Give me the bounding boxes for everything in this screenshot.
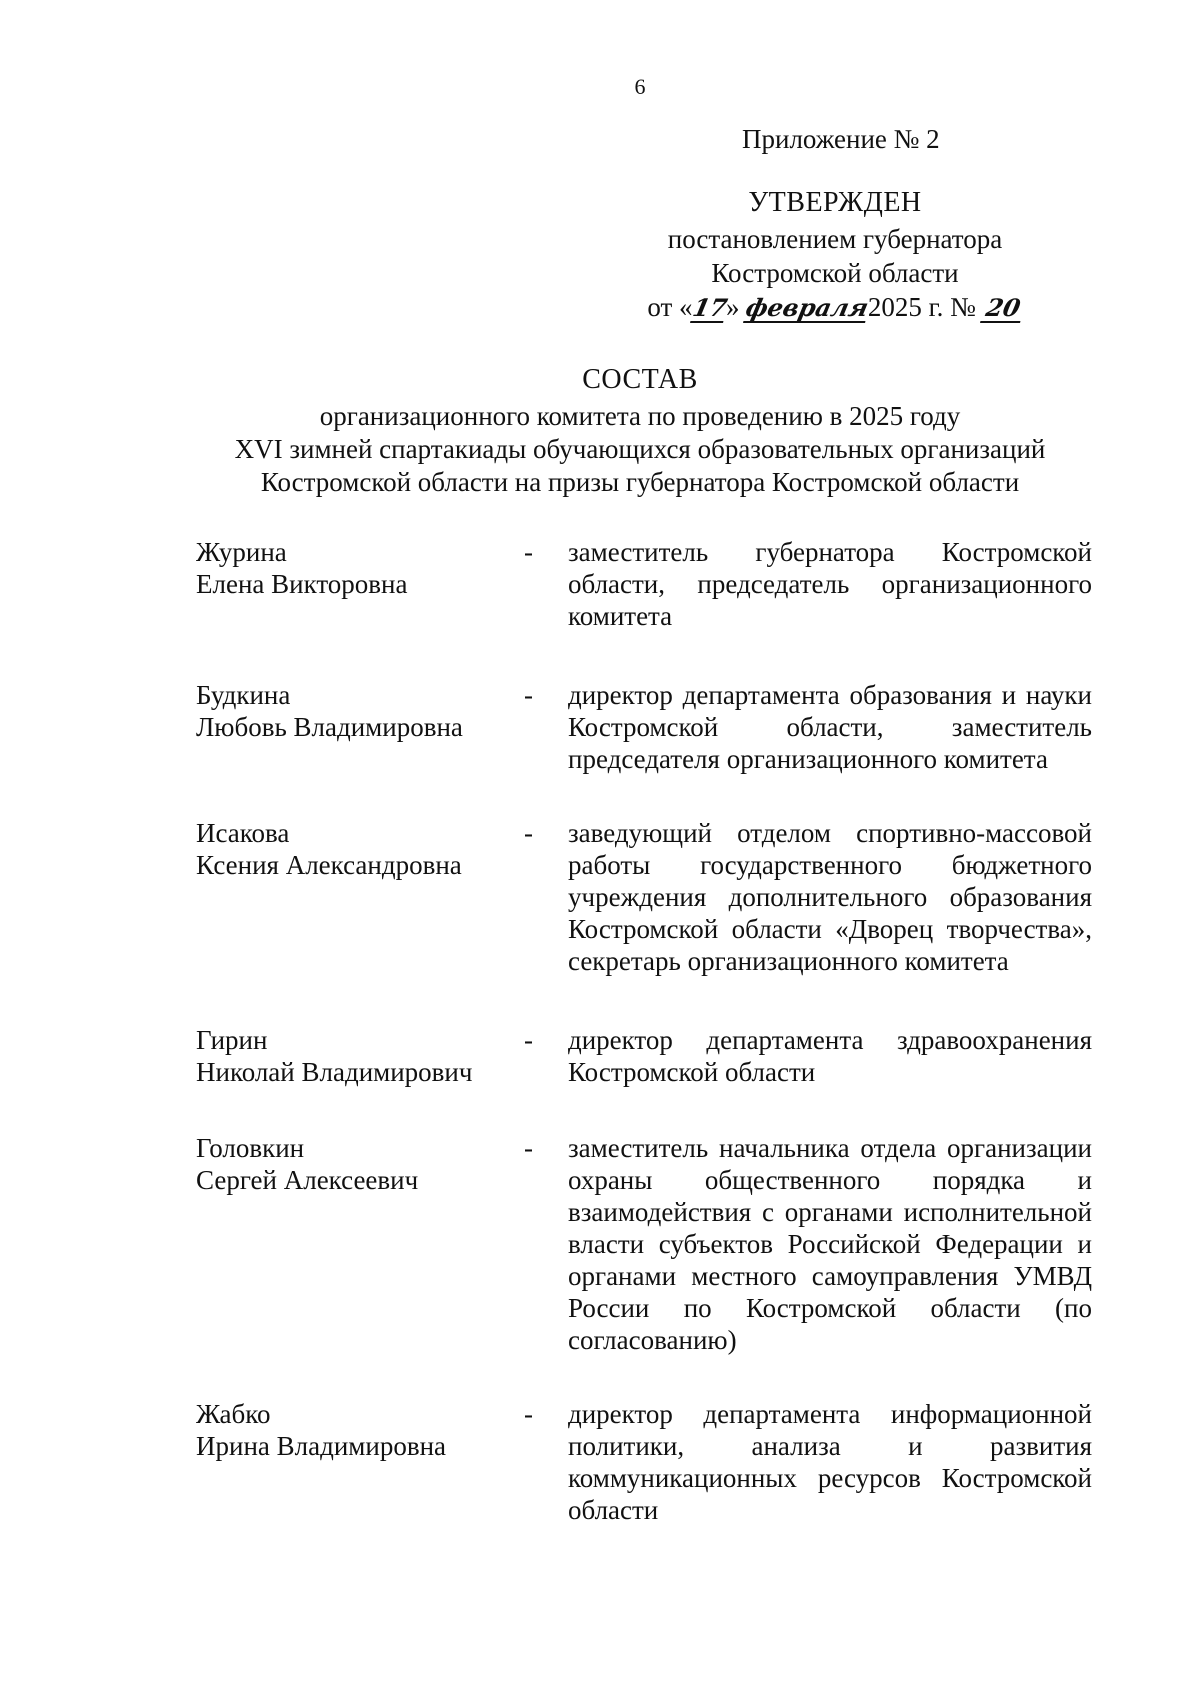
member-entry: [196, 1398, 1096, 1526]
subtitle-line-3: Костромской области на призы губернатора Костромской области: [260, 467, 1020, 497]
member-given-names: Сергей Алексеевич: [196, 1165, 419, 1195]
member-surname: Жабко: [196, 1399, 271, 1429]
approval-title: УТВЕРЖДЕН: [748, 187, 922, 218]
member-entry: [196, 536, 1096, 632]
member-dash: -: [524, 1025, 533, 1055]
approval-date-line: [640, 290, 1030, 324]
member-role: директор департамента образования и науки Костромской области, заместитель председателя организационного комитета: [568, 680, 1092, 774]
member-name: [196, 817, 516, 881]
member-role: заместитель губернатора Костромской области, председатель организационного комитета: [568, 537, 1092, 631]
handwritten-month: февраля: [743, 293, 872, 322]
member-name: [196, 1024, 516, 1088]
handwritten-number: 20: [980, 295, 1026, 323]
member-dash: -: [524, 680, 533, 710]
approval-line-2: Костромской области: [711, 258, 959, 288]
member-role: директор департамента здравоохранения Костромской области: [568, 1025, 1092, 1087]
member-name: [196, 1398, 516, 1462]
approval-line-1: постановлением губернатора: [667, 224, 1003, 254]
member-dash: -: [524, 818, 533, 848]
document-title: СОСТАВ: [582, 364, 698, 395]
page-number: 6: [634, 74, 646, 99]
approval-block: [640, 186, 1030, 324]
date-prefix: от «: [647, 292, 693, 322]
member-entry: [196, 1132, 1096, 1356]
member-name: [196, 679, 516, 743]
handwritten-day: 17: [689, 293, 730, 322]
member-surname: Головкин: [196, 1133, 305, 1163]
member-given-names: Николай Владимирович: [196, 1057, 473, 1087]
member-entry: [196, 679, 1096, 775]
member-given-names: Ксения Александровна: [196, 850, 462, 880]
subtitle-line-2: XVI зимней спартакиады обучающихся образовательных организаций: [234, 434, 1046, 464]
date-quote-close: »: [725, 292, 740, 322]
member-dash: -: [524, 1399, 533, 1429]
subtitle-line-1: организационного комитета по проведению в 2025 году: [319, 401, 961, 431]
member-surname: Журина: [196, 537, 287, 567]
member-entry: [196, 817, 1096, 977]
members-list: [196, 536, 1096, 1526]
member-given-names: Елена Викторовна: [196, 569, 408, 599]
member-surname: Будкина: [196, 680, 291, 710]
member-name: [196, 536, 516, 600]
member-name: [196, 1132, 516, 1196]
appendix-label: Приложение № 2: [742, 124, 940, 154]
member-surname: Исакова: [196, 818, 290, 848]
member-given-names: Ирина Владимировна: [196, 1431, 447, 1461]
member-role: заместитель начальника отдела организации охраны общественного порядка и взаимодействия с органами исполнительной власти субъектов Российской Федерации и органами местного самоуправления УМВД России по Костромской области (по согласованию): [568, 1133, 1092, 1355]
date-year: 2025 г. №: [867, 292, 976, 322]
member-surname: Гирин: [196, 1025, 268, 1055]
member-role: директор департамента информационной политики, анализа и развития коммуникационных ресурсов Костромской области: [568, 1399, 1092, 1525]
document-subtitle: [180, 400, 1100, 499]
member-entry: [196, 1024, 1096, 1088]
member-role: заведующий отделом спортивно-массовой работы государственного бюджетного учреждения дополнительного образования Костромской области «Дворец творчества», секретарь организационного комитета: [568, 818, 1092, 976]
member-given-names: Любовь Владимировна: [196, 712, 463, 742]
member-dash: -: [524, 537, 533, 567]
member-dash: -: [524, 1133, 533, 1163]
